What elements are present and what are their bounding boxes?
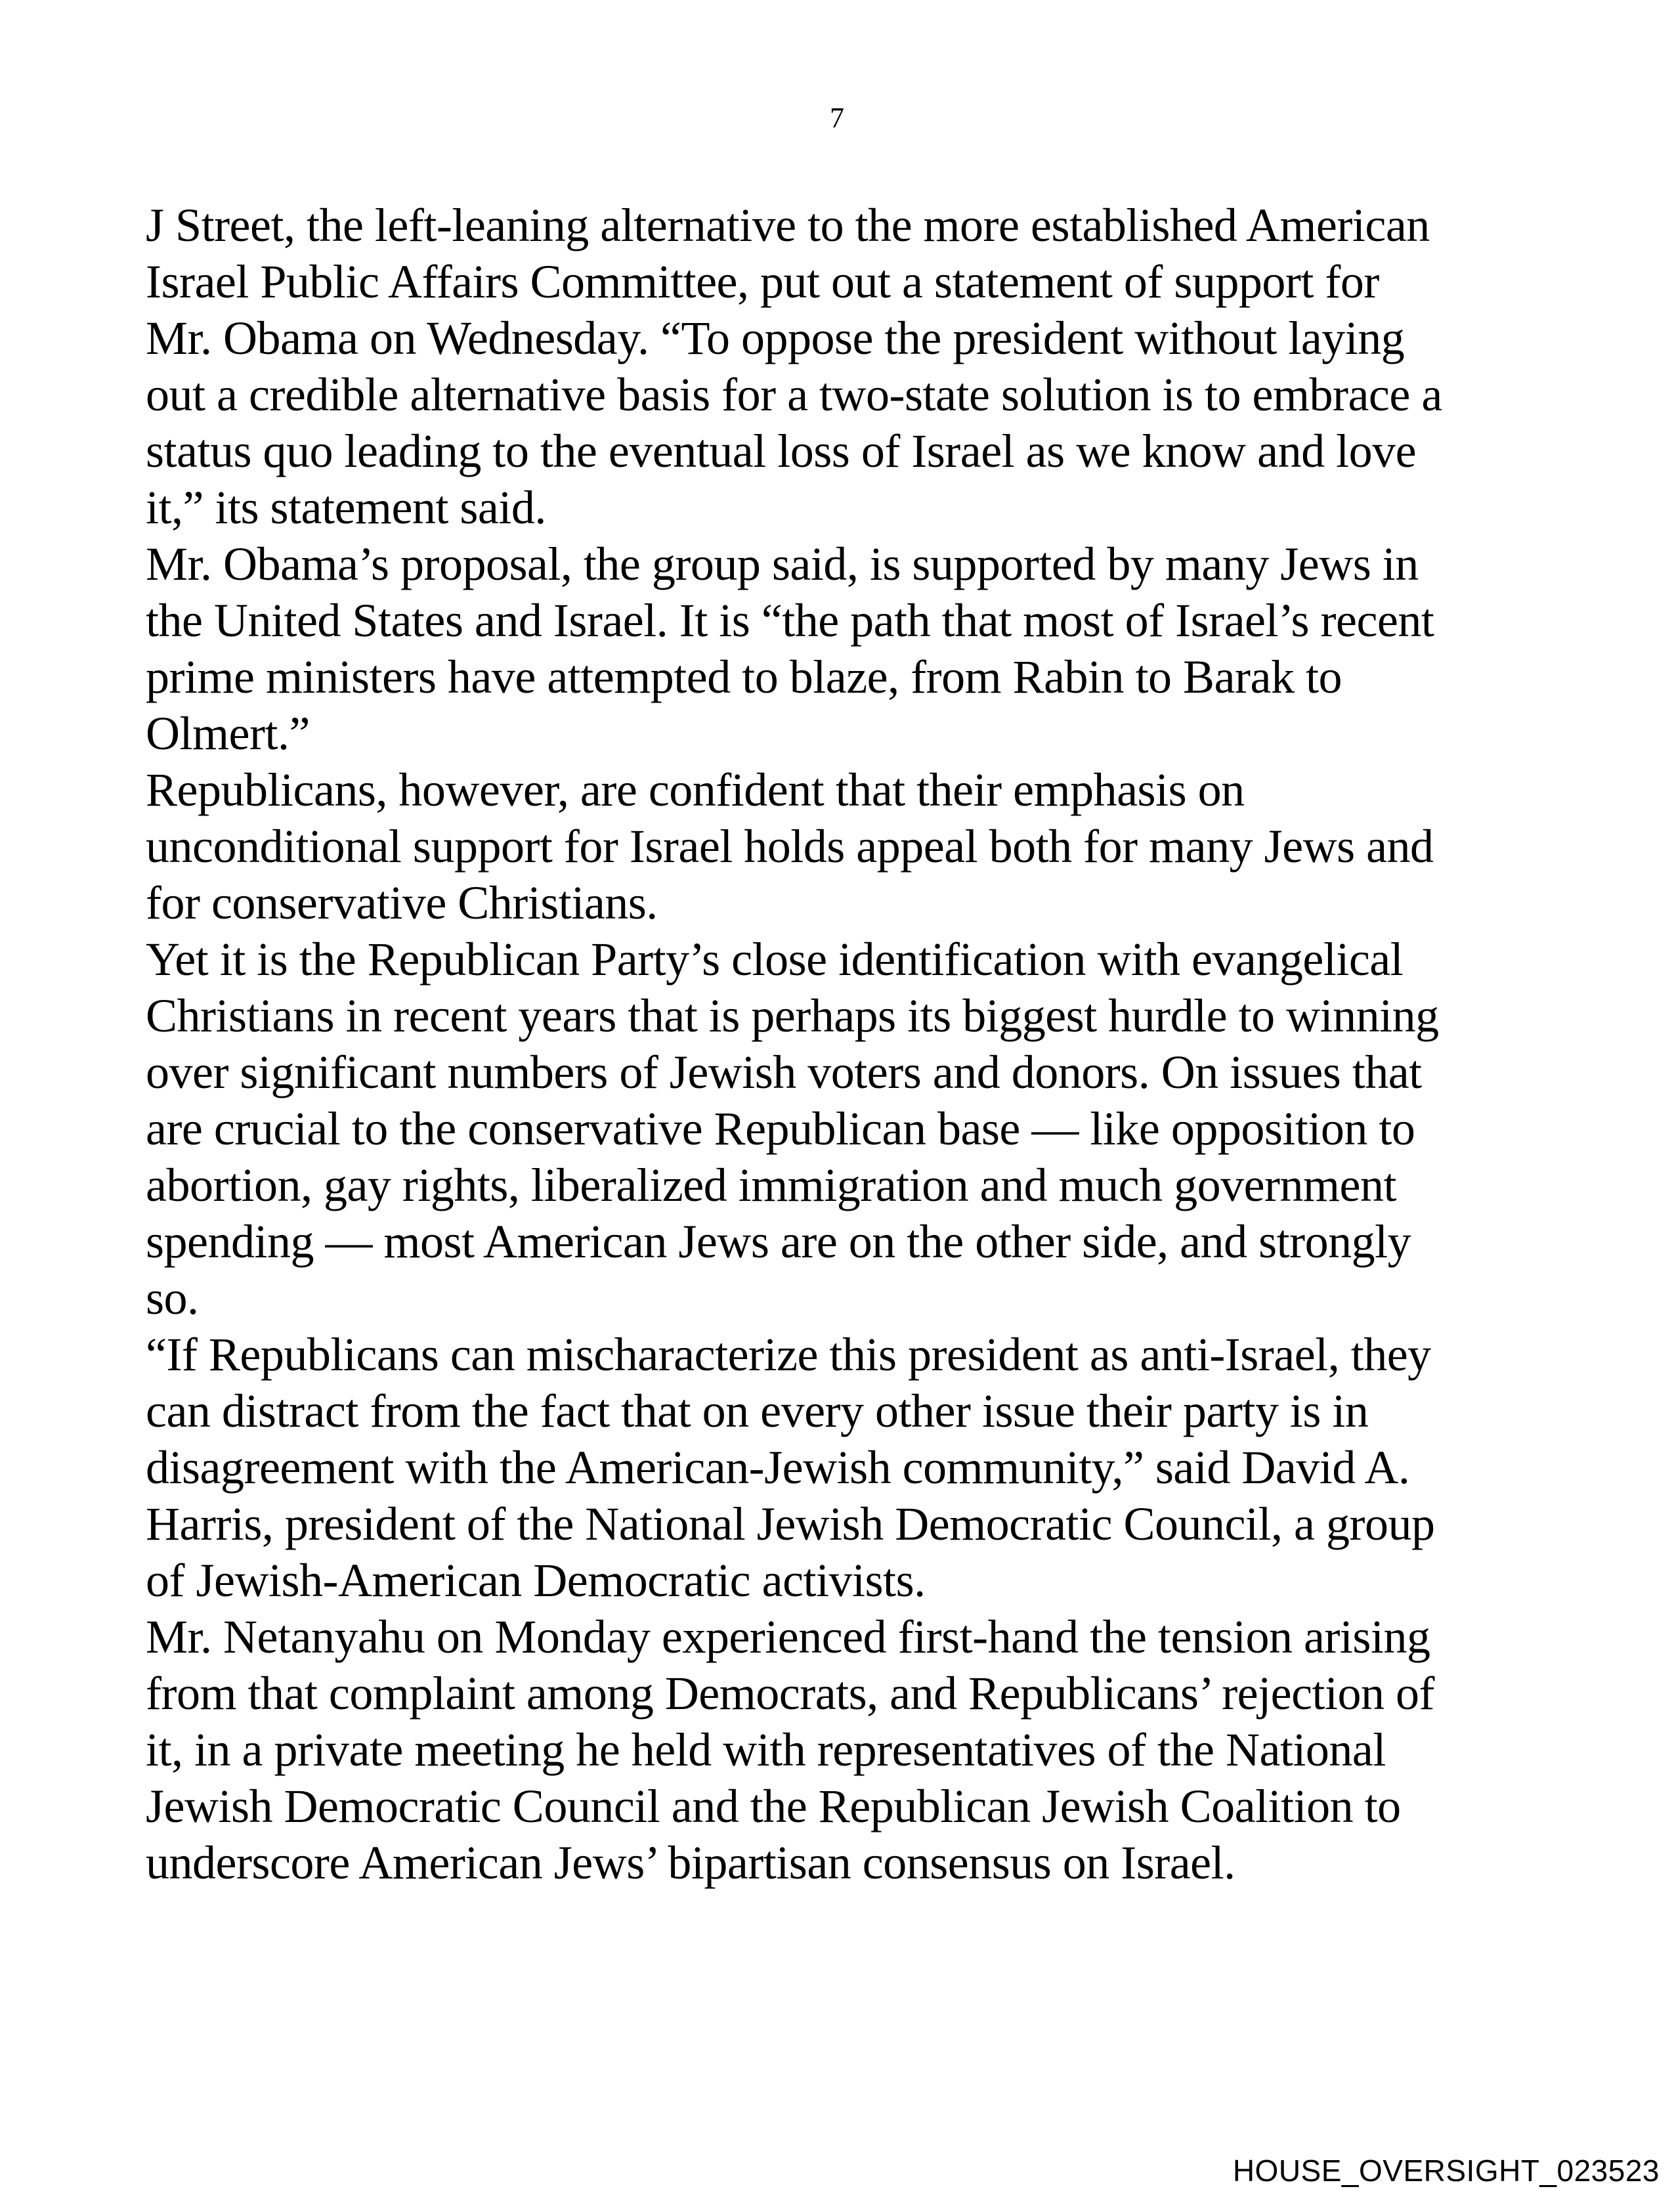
- paragraph-obama-proposal: [146, 536, 1557, 762]
- text-line: Mr. Obama’s proposal, the group said, is supported by many Jews in: [146, 538, 1419, 590]
- text-line: the United States and Israel. It is “the path that most of Israel’s recent: [146, 594, 1434, 647]
- text-line: it, in a private meeting he held with representatives of the National: [146, 1724, 1386, 1776]
- text-line: Jewish Democratic Council and the Republican Jewish Coalition to: [146, 1780, 1401, 1832]
- paragraph-evangelical-hurdle: [146, 931, 1557, 1326]
- page-number: 7: [830, 102, 844, 134]
- text-line: of Jewish-American Democratic activists.: [146, 1554, 926, 1607]
- text-line: abortion, gay rights, liberalized immigration and much government: [146, 1159, 1396, 1211]
- text-line: can distract from the fact that on every other issue their party is in: [146, 1385, 1369, 1437]
- text-line: are crucial to the conservative Republican base — like opposition to: [146, 1102, 1415, 1155]
- text-line: for conservative Christians.: [146, 877, 658, 929]
- text-line: over significant numbers of Jewish voters and donors. On issues that: [146, 1046, 1422, 1098]
- document-bates-id: HOUSE_OVERSIGHT_023523: [1232, 2154, 1660, 2188]
- text-line: disagreement with the American-Jewish community,” said David A.: [146, 1441, 1410, 1494]
- paragraph-republicans-confident: [146, 762, 1557, 931]
- text-line: spending — most American Jews are on the other side, and strongly: [146, 1215, 1411, 1268]
- article-body: [146, 197, 1557, 1891]
- text-line: Yet it is the Republican Party’s close identification with evangelical: [146, 933, 1404, 986]
- text-line: Israel Public Affairs Committee, put out a statement of support for: [146, 255, 1379, 308]
- text-line: J Street, the left-leaning alternative to the more established American: [146, 199, 1430, 251]
- paragraph-netanyahu-meeting: [146, 1609, 1557, 1891]
- text-line: Harris, president of the National Jewish Democratic Council, a group: [146, 1498, 1435, 1550]
- text-line: it,” its statement said.: [146, 481, 546, 534]
- text-line: underscore American Jews’ bipartisan consensus on Israel.: [146, 1836, 1235, 1889]
- text-line: from that complaint among Democrats, and Republicans’ rejection of: [146, 1667, 1435, 1720]
- paragraph-jstreet-statement: [146, 197, 1557, 536]
- text-line: unconditional support for Israel holds appeal both for many Jews and: [146, 820, 1434, 873]
- text-line: status quo leading to the eventual loss of Israel as we know and love: [146, 425, 1417, 477]
- text-line: so.: [146, 1272, 199, 1324]
- text-line: Christians in recent years that is perhaps its biggest hurdle to winning: [146, 989, 1439, 1042]
- text-line: Mr. Netanyahu on Monday experienced first-hand the tension arising: [146, 1611, 1430, 1663]
- text-line: prime ministers have attempted to blaze, from Rabin to Barak to: [146, 651, 1342, 703]
- text-line: out a credible alternative basis for a two-state solution is to embrace a: [146, 368, 1442, 421]
- text-line: “If Republicans can mischaracterize this president as anti-Israel, they: [146, 1328, 1431, 1381]
- text-line: Mr. Obama on Wednesday. “To oppose the president without laying: [146, 312, 1405, 364]
- text-line: Olmert.”: [146, 707, 310, 760]
- paragraph-harris-quote: [146, 1326, 1557, 1609]
- text-line: Republicans, however, are confident that their emphasis on: [146, 764, 1245, 816]
